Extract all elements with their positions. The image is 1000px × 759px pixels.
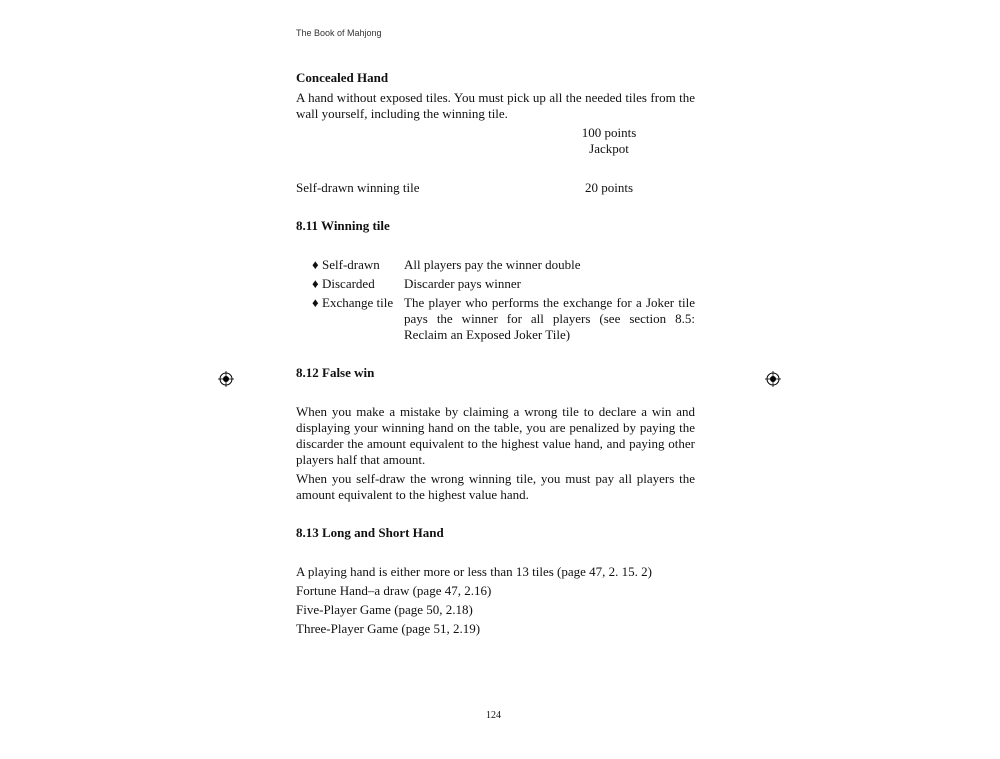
list-item-term: Discarded	[322, 276, 375, 291]
long-short-line-1: A playing hand is either more or less than 13 tiles (page 47, 2. 15. 2)	[296, 564, 652, 579]
winning-tile-heading: 8.11 Winning tile	[296, 218, 390, 233]
long-short-line-2: Fortune Hand–a draw (page 47, 2.16)	[296, 583, 492, 598]
list-item-desc: Discarder pays winner	[404, 276, 521, 291]
concealed-hand-heading: Concealed Hand	[296, 70, 389, 85]
registration-mark-icon	[218, 371, 234, 387]
false-win-heading: 8.12 False win	[296, 365, 375, 380]
list-item-term: Self-drawn	[322, 257, 380, 272]
self-drawn-points: 20 points	[584, 180, 634, 195]
concealed-hand-text: A hand without exposed tiles. You must pick up all the needed tiles from the wall yourself, including the winning tile.	[296, 90, 695, 121]
long-short-line-4: Three-Player Game (page 51, 2.19)	[296, 621, 481, 636]
list-item-desc: The player who performs the exchange for a Joker tile pays the winner for all players (see section 8.5: Reclaim an Exposed Joker Tile)	[404, 295, 695, 342]
diamond-bullet-icon: ♦	[312, 276, 319, 291]
running-head: The Book of Mahjong	[296, 28, 382, 38]
list-item	[312, 276, 695, 292]
concealed-points: 100 points	[581, 125, 637, 140]
registration-mark-icon	[765, 371, 781, 387]
page-number: 124	[486, 710, 501, 721]
list-item-desc: All players pay the winner double	[404, 257, 581, 272]
list-item	[312, 257, 695, 273]
false-win-paragraph-1: When you make a mistake by claiming a wrong tile to declare a win and displaying your winning hand on the table, you are penalized by paying the discarder the amount equivalent to the highest value hand, and paying other players half that amount.	[296, 404, 695, 467]
self-drawn-label: Self-drawn winning tile	[296, 180, 420, 195]
long-short-line-3: Five-Player Game (page 50, 2.18)	[296, 602, 473, 617]
list-item-term: Exchange tile	[322, 295, 394, 310]
diamond-bullet-icon: ♦	[312, 295, 319, 310]
false-win-paragraph-2: When you self-draw the wrong winning tile, you must pay all players the amount equivalent to the highest value hand.	[296, 471, 695, 502]
concealed-jackpot: Jackpot	[589, 141, 629, 156]
long-short-heading: 8.13 Long and Short Hand	[296, 525, 444, 540]
list-item	[312, 295, 695, 343]
diamond-bullet-icon: ♦	[312, 257, 319, 272]
